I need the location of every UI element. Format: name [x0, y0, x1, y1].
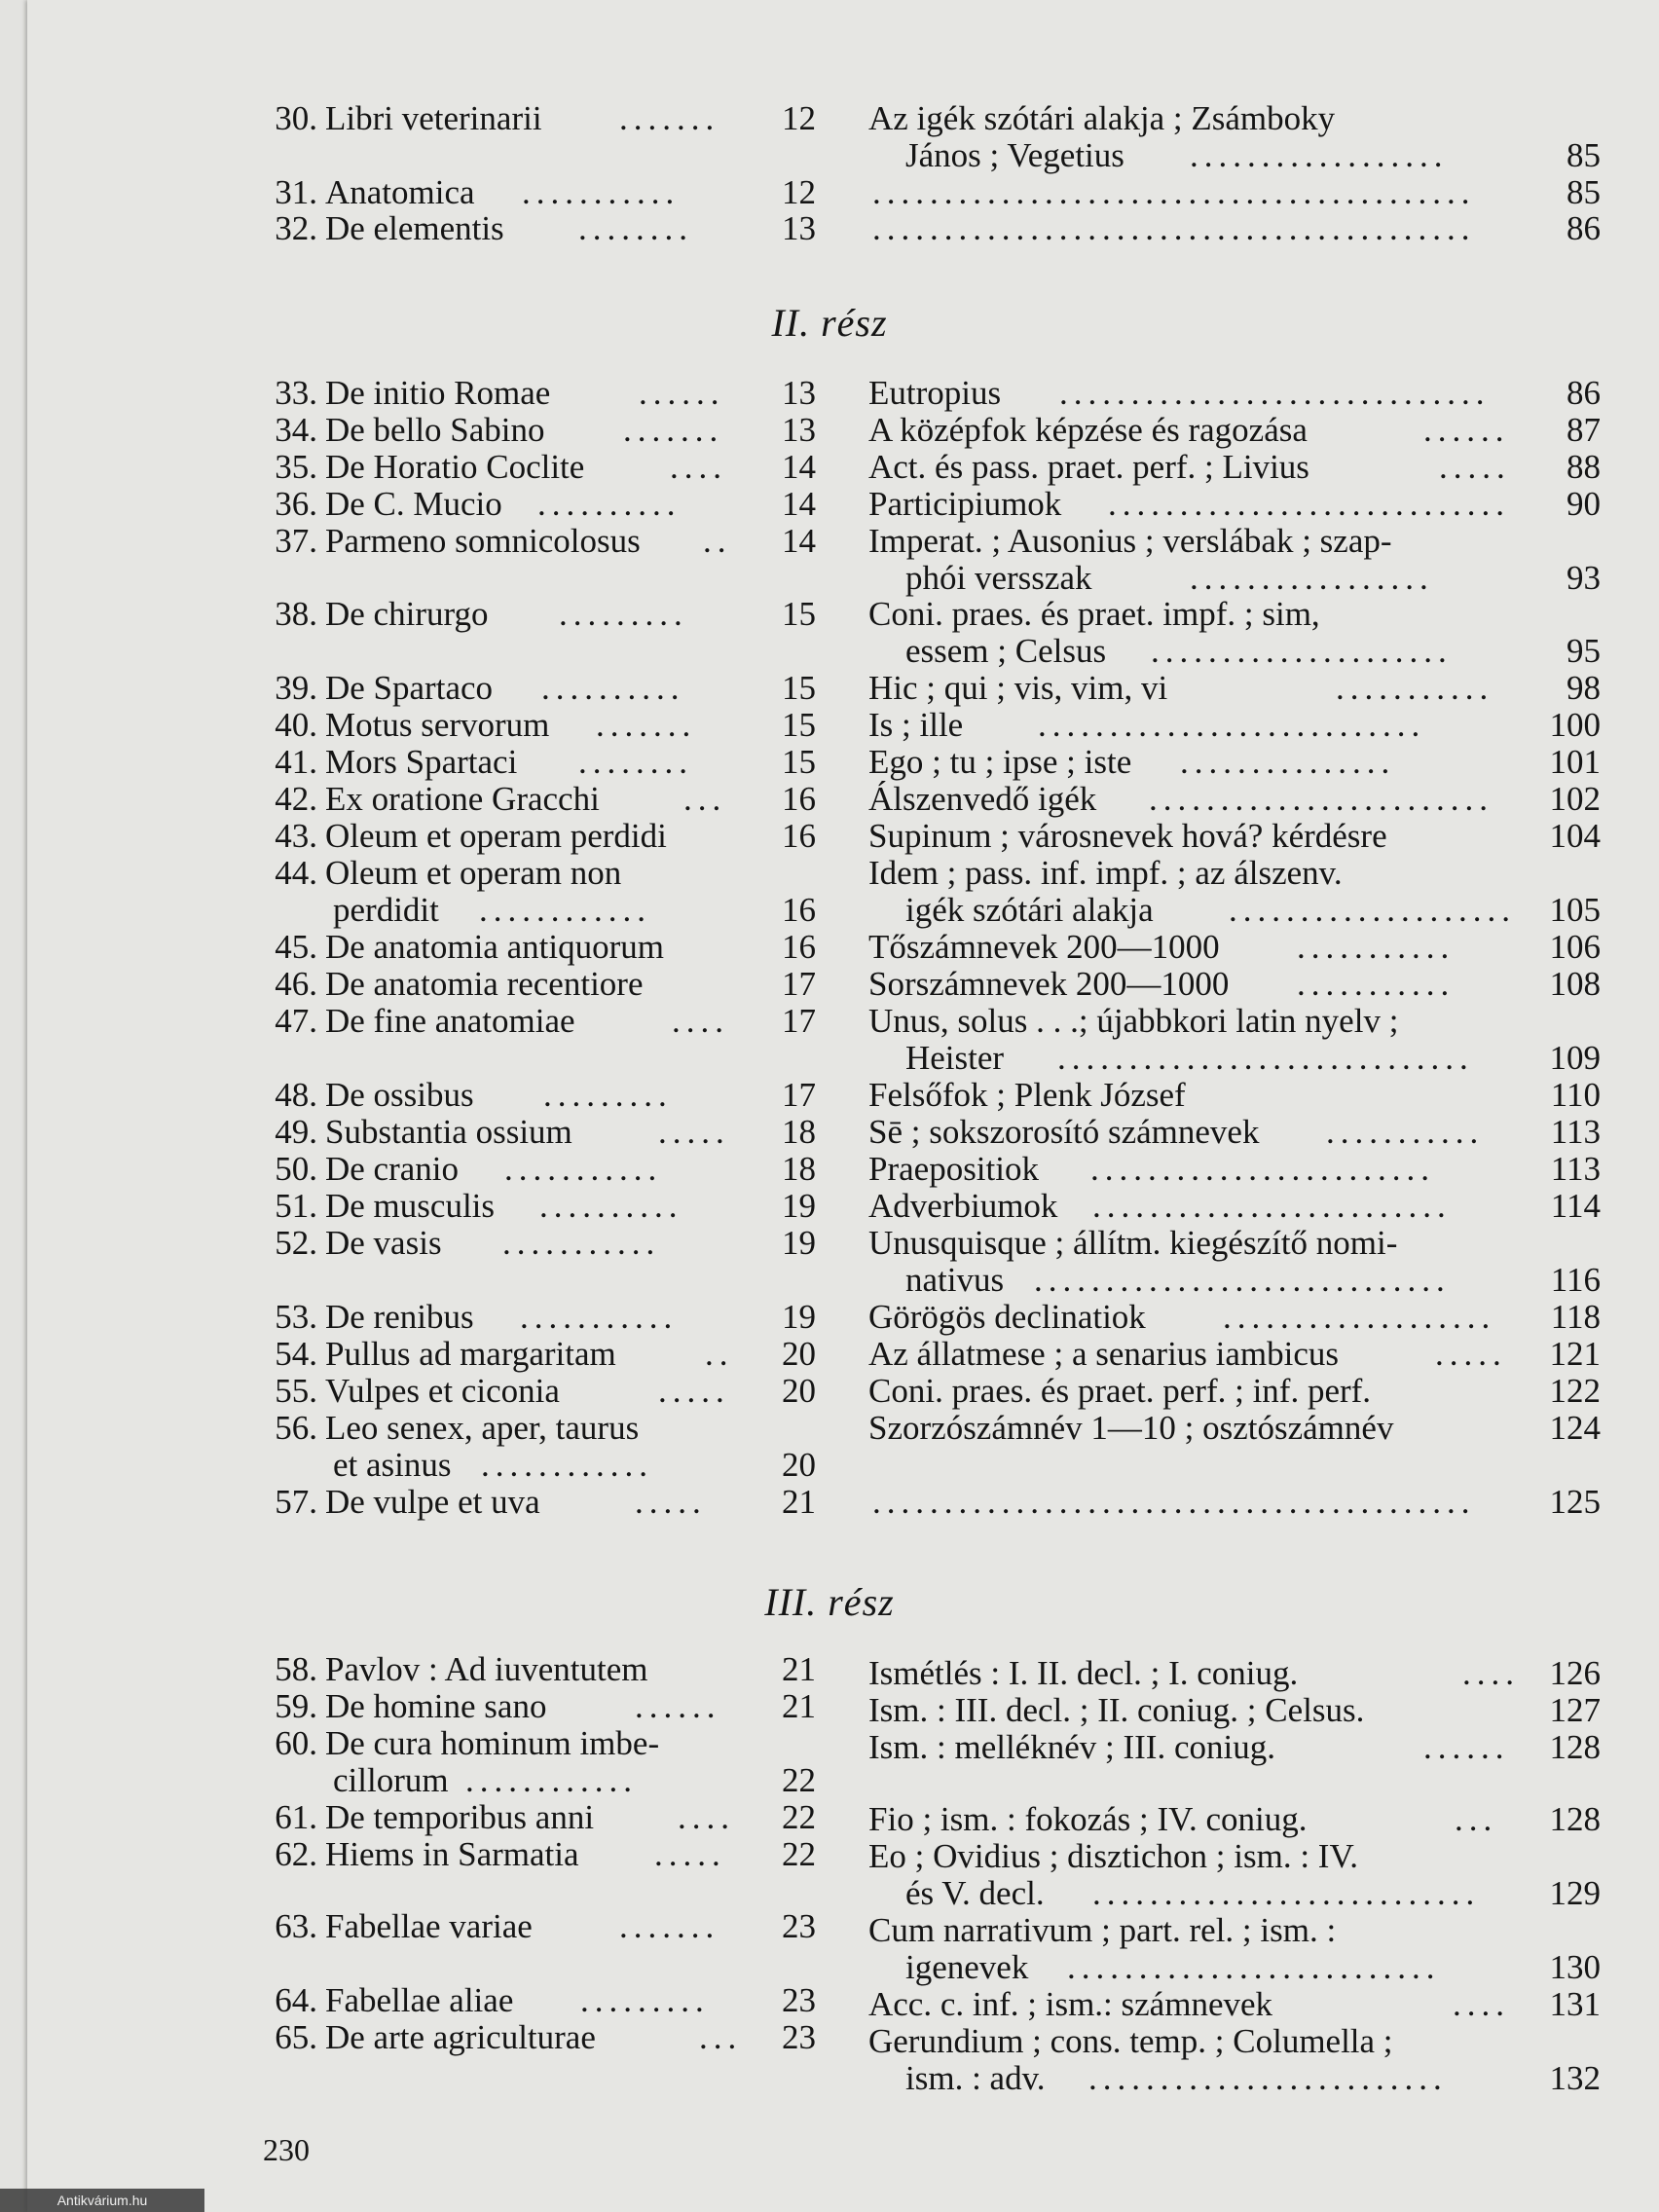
entry-title: Leo senex, aper, taurus: [325, 1409, 640, 1447]
entry-page: 21: [782, 1483, 816, 1521]
entry-page: 20: [782, 1446, 816, 1484]
entry-text: Ego ; tu ; ipse ; iste: [868, 743, 1132, 781]
entry-page: 108: [1549, 965, 1601, 1003]
entry-text: Ismétlés : I. II. decl. ; I. coniug.: [868, 1654, 1299, 1692]
entry-page: 95: [1567, 632, 1601, 670]
entry-text: Idem ; pass. inf. impf. ; az álszenv.: [868, 854, 1343, 892]
entry-page: 16: [782, 928, 816, 966]
entry-page: 100: [1549, 706, 1601, 744]
entry-text: Gerundium ; cons. temp. ; Columella ;: [868, 2022, 1393, 2060]
entry-text: Coni. praes. és praet. impf. ; sim,: [868, 595, 1320, 633]
section-heading-part-2: II. rész: [771, 301, 888, 345]
entry-title: Pavlov : Ad iuventutem: [325, 1650, 648, 1688]
entry-text: Az állatmese ; a senarius iambicus: [868, 1335, 1340, 1373]
entry-page: 18: [782, 1113, 816, 1151]
entry-page: 85: [1567, 136, 1601, 174]
entry-title: Vulpes et ciconia: [325, 1372, 560, 1410]
entry-text: Praepositiok: [868, 1150, 1039, 1188]
entry-text: ism. : adv.: [905, 2059, 1046, 2097]
entry-title: Oleum et operam perdidi: [325, 817, 667, 855]
entry-page: 22: [782, 1761, 816, 1799]
entry-page: 15: [782, 706, 816, 744]
entry-title: De Horatio Coclite: [325, 448, 585, 486]
entry-title: De cranio: [325, 1150, 460, 1188]
entry-page: 21: [782, 1650, 816, 1688]
entry-page: 126: [1549, 1654, 1601, 1692]
entry-page: 88: [1567, 448, 1601, 486]
entry-page: 17: [782, 1076, 816, 1114]
entry-text: nativus: [905, 1261, 1005, 1299]
entry-page: 16: [782, 817, 816, 855]
entry-text: igék szótári alakja: [905, 891, 1154, 929]
entry-title: De vulpe et uva: [325, 1483, 540, 1521]
entry-title: De Spartaco: [325, 669, 494, 707]
entry-title: De bello Sabino: [325, 411, 545, 449]
entry-text: Az igék szótári alakja ; Zsámboky: [868, 99, 1336, 137]
entry-page: 128: [1549, 1728, 1601, 1766]
entry-title: De musculis: [325, 1187, 496, 1225]
section-heading-part-3: III. rész: [764, 1580, 895, 1624]
entry-text: Adverbiumok: [868, 1187, 1058, 1225]
entry-title: De arte agriculturae: [325, 2018, 596, 2056]
entry-text: Acc. c. inf. ; ism.: számnevek: [868, 1985, 1273, 2023]
entry-title: Oleum et operam non: [325, 854, 622, 892]
entry-page: 21: [782, 1687, 816, 1725]
entry-page: 113: [1550, 1150, 1601, 1188]
entry-page: 22: [782, 1798, 816, 1836]
entry-page: 125: [1549, 1483, 1601, 1521]
entry-title: et asinus: [333, 1446, 452, 1484]
entry-page: 23: [782, 1907, 816, 1945]
entry-page: 106: [1549, 928, 1601, 966]
entry-page: 22: [782, 1835, 816, 1873]
entry-page: 86: [1567, 374, 1601, 412]
entry-title: Hiems in Sarmatia: [325, 1835, 579, 1873]
entry-text: Participiumok: [868, 485, 1062, 523]
entry-page: 19: [782, 1187, 816, 1225]
entry-page: 102: [1549, 780, 1601, 818]
entry-text: essem ; Celsus: [905, 632, 1107, 670]
entry-title: De homine sano: [325, 1687, 547, 1725]
entry-page: 14: [782, 448, 816, 486]
entry-title: De anatomia antiquorum: [325, 928, 664, 966]
entry-page: 13: [782, 374, 816, 412]
entry-text: Fio ; ism. : fokozás ; IV. coniug.: [868, 1800, 1308, 1838]
entry-title: De temporibus anni: [325, 1798, 595, 1836]
entry-text: igenevek: [905, 1948, 1029, 1986]
entry-text: Álszenvedő igék: [868, 780, 1097, 818]
entry-page: 130: [1549, 1948, 1601, 1986]
entry-page: 127: [1549, 1691, 1601, 1729]
watermark: Antikvárium.hu: [0, 2189, 204, 2212]
entry-page: 105: [1549, 891, 1601, 929]
entry-page: 121: [1549, 1335, 1601, 1373]
entry-page: 19: [782, 1298, 816, 1336]
entry-page: 114: [1550, 1187, 1601, 1225]
entry-page: 17: [782, 965, 816, 1003]
entry-page: 101: [1549, 743, 1601, 781]
entry-page: 93: [1567, 559, 1601, 597]
entry-title: Ex oratione Gracchi: [325, 780, 600, 818]
entry-title: De anatomia recentiore: [325, 965, 644, 1003]
entry-title: Substantia ossium: [325, 1113, 572, 1151]
entry-page: 128: [1549, 1800, 1601, 1838]
entry-title: De elementis: [325, 209, 504, 247]
entry-text: Unusquisque ; állítm. kiegészítő nomi-: [868, 1224, 1398, 1262]
entry-title: De chirurgo: [325, 595, 489, 633]
entry-text: Cum narrativum ; part. rel. ; ism. :: [868, 1911, 1337, 1949]
entry-page: 16: [782, 780, 816, 818]
entry-page: 131: [1549, 1985, 1601, 2023]
entry-page: 122: [1549, 1372, 1601, 1410]
entry-text: Act. és pass. praet. perf. ; Livius: [868, 448, 1309, 486]
entry-title: cillorum: [333, 1761, 449, 1799]
entry-text: Supinum ; városnevek hová? kérdésre: [868, 817, 1387, 855]
entry-page: 23: [782, 1981, 816, 2019]
entry-page: 98: [1567, 669, 1601, 707]
entry-title: perdidit: [333, 891, 439, 929]
entry-text: Coni. praes. és praet. perf. ; inf. perf.: [868, 1372, 1372, 1410]
entry-page: 17: [782, 1002, 816, 1040]
entry-page: 16: [782, 891, 816, 929]
entry-page: 20: [782, 1372, 816, 1410]
entry-page: 109: [1549, 1039, 1601, 1077]
entry-title: De renibus: [325, 1298, 474, 1336]
entry-page: 116: [1550, 1261, 1601, 1299]
entry-text: és V. decl.: [905, 1874, 1045, 1912]
entry-page: 23: [782, 2018, 816, 2056]
page-number: 230: [263, 2132, 310, 2167]
entry-text: Felsőfok ; Plenk József: [868, 1076, 1186, 1114]
entry-title: De vasis: [325, 1224, 442, 1262]
entry-text: Imperat. ; Ausonius ; verslábak ; szap-: [868, 522, 1392, 560]
entry-text: Eutropius: [868, 374, 1002, 412]
entry-page: 87: [1567, 411, 1601, 449]
entry-page: 86: [1567, 209, 1601, 247]
entry-page: 20: [782, 1335, 816, 1373]
entry-text: Tőszámnevek 200—1000: [868, 928, 1220, 966]
entry-page: 12: [782, 99, 816, 137]
entry-title: De C. Mucio: [325, 485, 502, 523]
entry-page: 85: [1567, 173, 1601, 211]
entry-page: 118: [1550, 1298, 1601, 1336]
entry-page: 14: [782, 485, 816, 523]
entry-page: 13: [782, 209, 816, 247]
entry-text: phói versszak: [905, 559, 1092, 597]
entry-title: Libri veterinarii: [325, 99, 542, 137]
entry-title: Fabellae variae: [325, 1907, 533, 1945]
entry-title: Parmeno somnicolosus: [325, 522, 641, 560]
entry-text: Unus, solus . . .; újabbkori latin nyelv ;: [868, 1002, 1399, 1040]
entry-title: Pullus ad margaritam: [325, 1335, 616, 1373]
entry-text: Ism. : melléknév ; III. coniug.: [868, 1728, 1275, 1766]
entry-page: 14: [782, 522, 816, 560]
entry-page: 90: [1567, 485, 1601, 523]
entry-page: 13: [782, 411, 816, 449]
entry-page: 12: [782, 173, 816, 211]
entry-page: 113: [1550, 1113, 1601, 1151]
entry-text: Heister: [905, 1039, 1005, 1077]
entry-text: A középfok képzése és ragozása: [868, 411, 1308, 449]
entry-text: Is ; ille: [868, 706, 964, 744]
entry-text: Hic ; qui ; vis, vim, vi: [868, 669, 1168, 707]
entry-page: 15: [782, 669, 816, 707]
entry-title: Motus servorum: [325, 706, 550, 744]
entry-page: 18: [782, 1150, 816, 1188]
entry-page: 110: [1550, 1076, 1601, 1114]
entry-text: Görögös declinatiok: [868, 1298, 1146, 1336]
entry-title: De initio Romae: [325, 374, 551, 412]
entry-text: Eo ; Ovidius ; disztichon ; ism. : IV.: [868, 1837, 1358, 1875]
entry-page: 124: [1549, 1409, 1601, 1447]
entry-page: 129: [1549, 1874, 1601, 1912]
entry-title: De cura hominum imbe-: [325, 1724, 660, 1762]
entry-text: János ; Vegetius: [905, 136, 1124, 174]
entry-title: De ossibus: [325, 1076, 474, 1114]
entry-page: 15: [782, 743, 816, 781]
entry-title: Anatomica: [325, 173, 475, 211]
entry-text: Ism. : III. decl. ; II. coniug. ; Celsus.: [868, 1691, 1365, 1729]
entry-title: De fine anatomiae: [325, 1002, 575, 1040]
entry-text: Szorzószámnév 1—10 ; osztószámnév: [868, 1409, 1394, 1447]
entry-page: 104: [1549, 817, 1601, 855]
entry-text: Sorszámnevek 200—1000: [868, 965, 1230, 1003]
entry-page: 132: [1549, 2059, 1601, 2097]
entry-title: Fabellae aliae: [325, 1981, 514, 2019]
entry-text: Sē ; sokszorosító számnevek: [868, 1113, 1260, 1151]
entry-page: 19: [782, 1224, 816, 1262]
entry-title: Mors Spartaci: [325, 743, 518, 781]
entry-page: 15: [782, 595, 816, 633]
